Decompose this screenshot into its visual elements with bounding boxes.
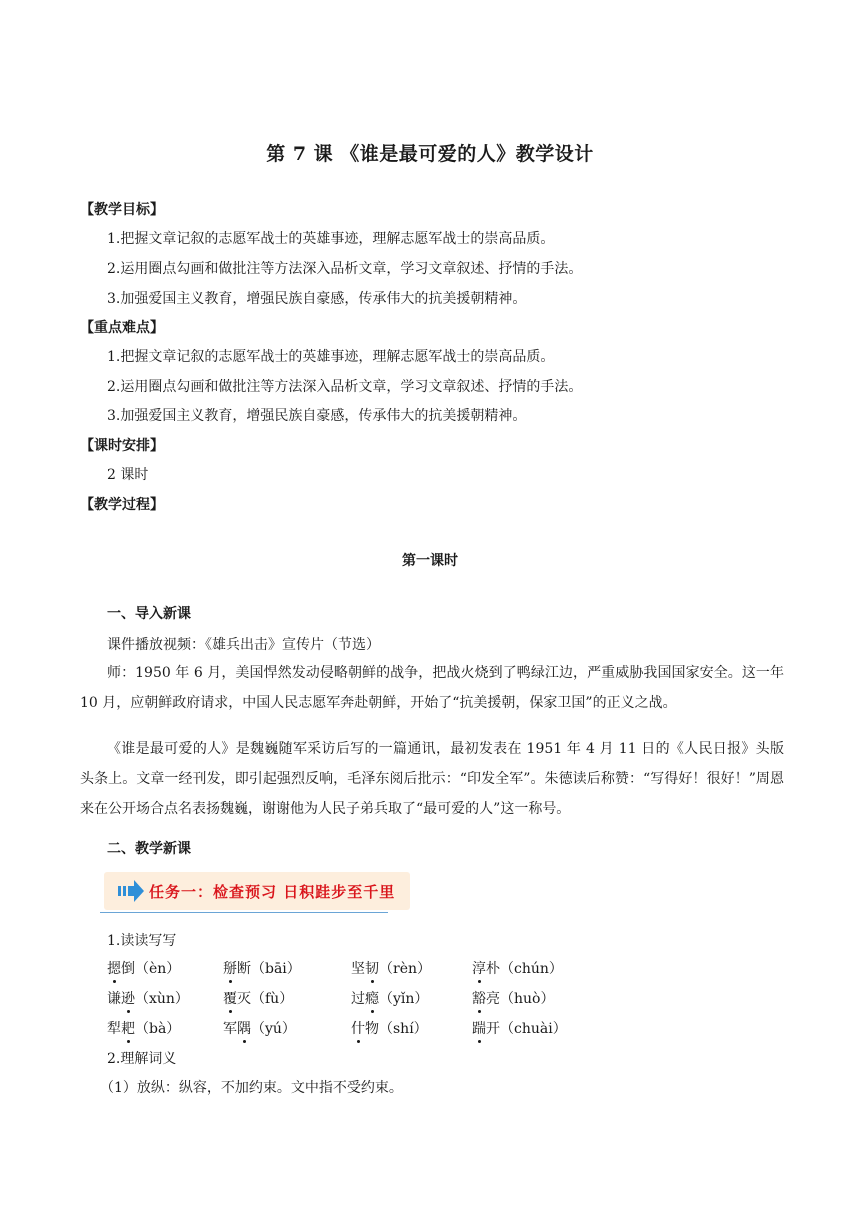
task-banner: [104, 872, 410, 910]
vocab-dotted-char: 踹: [472, 1018, 486, 1038]
vocab-prefix: 犁: [107, 1021, 121, 1037]
vocab-suffix: 亮（huò）: [486, 991, 555, 1007]
vocab-item: [107, 958, 180, 978]
vocab-suffix: （bà）: [135, 1021, 181, 1037]
vocab-dotted-char: 什: [351, 1018, 365, 1038]
background-paragraph: 《谁是最可爱的人》是魏巍随军采访后写的一篇通讯，最初发表在 1951 年 4 月 11 日的《人民日报》头版头条上。文章一经刊发，即引起强烈反响，毛泽东阅后批示：“印发全军”。朱德读后称赞：“写得好！很好！”周恩来在公开场合点名表扬魏巍，谢谢他为人民子弟兵取了“最可爱的人”这一称号。: [80, 741, 784, 817]
arrow-right-icon: [118, 880, 144, 902]
vocab-dotted-char: 淳: [472, 958, 486, 978]
vocab-item: [107, 988, 189, 1008]
intro-paragraph: 师：1950 年 6 月，美国悍然发动侵略朝鲜的战争，把战火烧到了鸭绿江边，严重威胁我国国家安全。这一年 10 月，应朝鲜政府请求，中国人民志愿军奔赴朝鲜，开始了“抗美援朝，保家卫国”的正义之战。: [80, 665, 784, 711]
vocab-item: [351, 958, 431, 978]
video-line: 课件播放视频：《雄兵出击》宣传片（节选）: [107, 637, 380, 653]
vocab-item: [351, 1018, 428, 1038]
vocab-item: [107, 1018, 180, 1038]
vocab-prefix: 军: [223, 1021, 237, 1037]
vocab-item: [351, 988, 428, 1008]
section-heading-key-points: 【重点难点】: [80, 320, 164, 336]
part-heading-intro: 一、导入新课: [107, 606, 191, 622]
vocab-suffix: 断（bāi）: [237, 961, 301, 977]
key-point-item: 3.加强爱国主义教育，增强民族自豪感，传承伟大的抗美援朝精神。: [107, 408, 527, 424]
vocab-dotted-char: 瘾: [365, 988, 379, 1008]
vocab-item: [472, 958, 563, 978]
lesson-heading: 第一课时: [402, 553, 458, 569]
banner-divider: [100, 912, 388, 913]
document-title: 第 7 课 《谁是最可爱的人》教学设计: [266, 143, 594, 165]
task-banner-label: 任务一：检查预习 日积跬步至千里: [149, 883, 396, 901]
vocab-suffix: （xùn）: [135, 991, 189, 1007]
section-heading-goals: 【教学目标】: [80, 202, 164, 218]
section-heading-schedule: 【课时安排】: [80, 438, 164, 454]
vocab-item: [223, 988, 293, 1008]
vocab-dotted-char: 韧: [365, 958, 379, 978]
vocab-dotted-char: 掰: [223, 958, 237, 978]
vocab-prefix: 谦: [107, 991, 121, 1007]
goal-item: 1.把握文章记叙的志愿军战士的英雄事迹，理解志愿军战士的崇高品质。: [107, 231, 555, 247]
vocab-suffix: 朴（chún）: [486, 961, 563, 977]
vocab-suffix: （yǐn）: [379, 991, 429, 1007]
part-heading-new-lesson: 二、教学新课: [107, 841, 191, 857]
vocab-dotted-char: 豁: [472, 988, 486, 1008]
vocab-prefix: 坚: [351, 961, 365, 977]
understanding-heading: 2.理解词义: [107, 1051, 177, 1067]
vocab-item: [472, 988, 554, 1008]
vocab-suffix: （rèn）: [379, 961, 431, 977]
goal-item: 3.加强爱国主义教育，增强民族自豪感，传承伟大的抗美援朝精神。: [107, 291, 527, 307]
key-point-item: 2.运用圈点勾画和做批注等方法深入品析文章，学习文章叙述、抒情的手法。: [107, 379, 583, 395]
vocab-item: [472, 1018, 567, 1038]
vocab-dotted-char: 覆: [223, 988, 237, 1008]
vocab-dotted-char: 摁: [107, 958, 121, 978]
vocab-suffix: 灭（fù）: [237, 991, 294, 1007]
vocab-suffix: 倒（èn）: [121, 961, 181, 977]
schedule-value: 2 课时: [107, 467, 149, 483]
vocab-suffix: 物（shí）: [365, 1021, 428, 1037]
goal-item: 2.运用圈点勾画和做批注等方法深入品析文章，学习文章叙述、抒情的手法。: [107, 261, 583, 277]
vocab-suffix: 开（chuài）: [486, 1021, 567, 1037]
section-heading-process: 【教学过程】: [80, 497, 164, 513]
key-point-item: 1.把握文章记叙的志愿军战士的英雄事迹，理解志愿军战士的崇高品质。: [107, 349, 555, 365]
reading-heading: 1.读读写写: [107, 933, 177, 949]
definition-line: （1）放纵：纵容，不加约束。文中指不受约束。: [100, 1080, 403, 1096]
vocab-dotted-char: 隅: [237, 1018, 251, 1038]
vocab-item: [223, 958, 301, 978]
vocab-item: [223, 1018, 296, 1038]
vocab-dotted-char: 耙: [121, 1018, 135, 1038]
vocab-dotted-char: 逊: [121, 988, 135, 1008]
vocab-suffix: （yú）: [251, 1021, 296, 1037]
vocab-prefix: 过: [351, 991, 365, 1007]
